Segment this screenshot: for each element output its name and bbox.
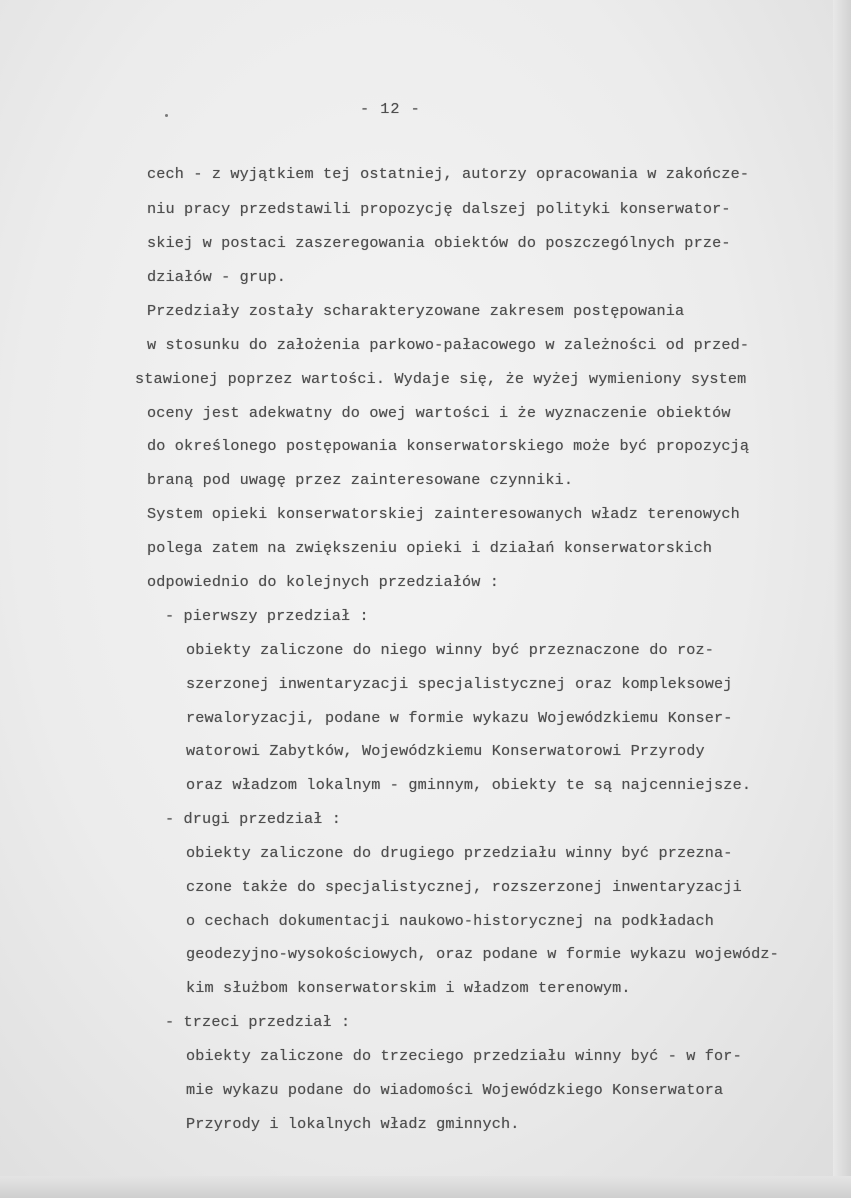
scan-edge-bottom: [0, 1176, 851, 1198]
list-heading: - drugi przedział :: [165, 810, 342, 828]
text-line: oceny jest adekwatny do owej wartości i że wyznaczenie obiektów: [147, 404, 731, 422]
scan-edge-right: [833, 0, 851, 1198]
text-line: skiej w postaci zaszeregowania obiektów do poszczególnych prze-: [147, 234, 731, 252]
text-line: obiekty zaliczone do niego winny być przeznaczone do roz-: [186, 641, 715, 659]
text-line: cech - z wyjątkiem tej ostatniej, autorzy opracowania w zakończe-: [147, 165, 750, 183]
text-line: braną pod uwagę przez zainteresowane czynniki.: [147, 471, 574, 489]
text-line: System opieki konserwatorskiej zainteresowanych władz terenowych: [147, 505, 740, 523]
text-line: oraz władzom lokalnym - gminnym, obiekty te są najcenniejsze.: [186, 776, 752, 794]
text-line: stawionej poprzez wartości. Wydaje się, że wyżej wymieniony system: [135, 370, 747, 388]
text-line: obiekty zaliczone do trzeciego przedziału winny być - w for-: [186, 1047, 742, 1065]
page-number: - 12 -: [360, 100, 421, 118]
text-line: szerzonej inwentaryzacji specjalistycznej oraz kompleksowej: [186, 675, 733, 693]
text-line: Przyrody i lokalnych władz gminnych.: [186, 1115, 520, 1133]
text-line: rewaloryzacji, podane w formie wykazu Wojewódzkiemu Konser-: [186, 709, 733, 727]
text-line: mie wykazu podane do wiadomości Wojewódzkiego Konserwatora: [186, 1081, 724, 1099]
text-line: do określonego postępowania konserwatorskiego może być propozycją: [147, 437, 750, 455]
text-line: w stosunku do założenia parkowo-pałacowego w zależności od przed-: [147, 336, 750, 354]
list-heading: - trzeci przedział :: [165, 1013, 351, 1031]
text-line: obiekty zaliczone do drugiego przedziału winny być przezna-: [186, 844, 733, 862]
text-line: watorowi Zabytków, Wojewódzkiemu Konserwatorowi Przyrody: [186, 742, 705, 760]
text-line: czone także do specjalistycznej, rozszerzonej inwentaryzacji: [186, 878, 742, 896]
text-line: Przedziały zostały scharakteryzowane zakresem postępowania: [147, 302, 685, 320]
text-line: geodezyjno-wysokościowych, oraz podane w formie wykazu wojewódz-: [186, 945, 779, 963]
text-line: niu pracy przedstawili propozycję dalszej polityki konserwator-: [147, 200, 731, 218]
text-line: działów - grup.: [147, 268, 286, 286]
text-line: kim służbom konserwatorskim i władzom terenowym.: [186, 979, 631, 997]
list-heading: - pierwszy przedział :: [165, 607, 369, 625]
text-line: o cechach dokumentacji naukowo-historycznej na podkładach: [186, 912, 715, 930]
scan-speck: [165, 114, 168, 117]
text-line: polega zatem na zwiększeniu opieki i działań konserwatorskich: [147, 539, 713, 557]
text-line: odpowiednio do kolejnych przedziałów :: [147, 573, 500, 591]
